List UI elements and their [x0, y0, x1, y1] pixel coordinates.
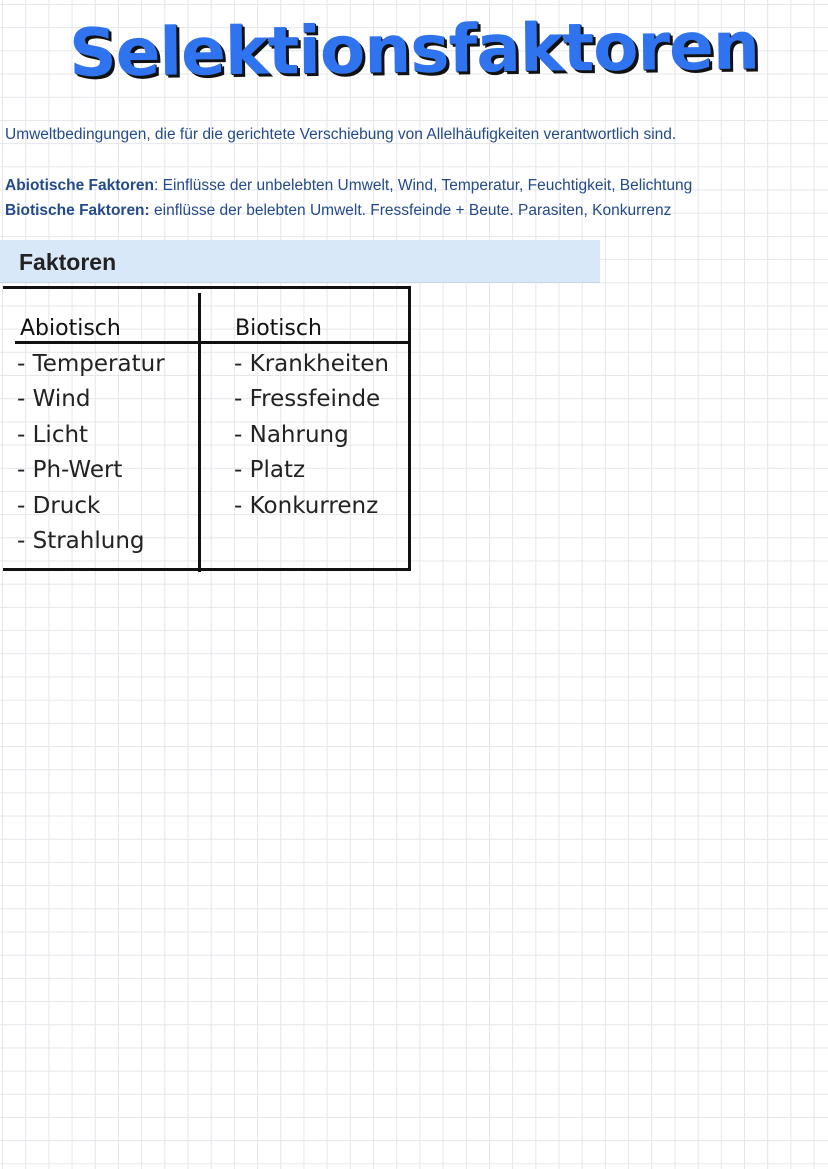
abiotic-list-item: - Wind — [17, 386, 91, 413]
biotic-list-item: - Konkurrenz — [234, 492, 379, 519]
abiotic-column-heading: Abiotisch — [20, 316, 121, 341]
abiotic-factors-label: Abiotische Faktoren — [5, 177, 154, 194]
abiotic-factors-text: Einflüsse der unbelebten Umwelt, Wind, Temperatur, Feuchtigkeit, Belichtung — [158, 177, 693, 194]
abiotic-list — [17, 347, 165, 559]
abiotic-list-item: - Ph-Wert — [17, 457, 123, 484]
biotic-list-item: - Nahrung — [234, 421, 349, 448]
biotic-factors-text: einflüsse der belebten Umwelt. Fressfeinde + Beute. Parasiten, Konkurrenz — [149, 202, 672, 219]
abiotic-factors-line — [5, 177, 825, 195]
biotic-list-item: - Fressfeinde — [234, 386, 381, 413]
biotic-factors-line — [5, 202, 825, 220]
section-header-bar — [0, 240, 600, 283]
biotic-list — [234, 347, 389, 524]
factors-table — [3, 286, 411, 571]
page-title: Selektionsfaktoren — [68, 7, 760, 92]
definition-text: Umweltbedingungen, die für die gerichtete Verschiebung von Allelhäufigkeiten verantwortlich sind. — [5, 126, 677, 143]
table-column-divider — [198, 293, 201, 572]
abiotic-list-item: - Druck — [17, 492, 101, 519]
abiotic-list-item: - Licht — [17, 421, 89, 448]
biotic-list-item: - Platz — [234, 457, 306, 484]
abiotic-factors-separator: : — [154, 177, 159, 194]
section-title: Faktoren — [19, 249, 117, 275]
abiotic-list-item: - Strahlung — [17, 527, 145, 554]
biotic-column-heading: Biotisch — [235, 316, 322, 341]
biotic-factors-label: Biotische Faktoren: — [5, 202, 150, 219]
table-header-rule — [15, 341, 408, 344]
biotic-list-item: - Krankheiten — [234, 351, 390, 377]
abiotic-list-item: - Temperatur — [17, 351, 165, 377]
